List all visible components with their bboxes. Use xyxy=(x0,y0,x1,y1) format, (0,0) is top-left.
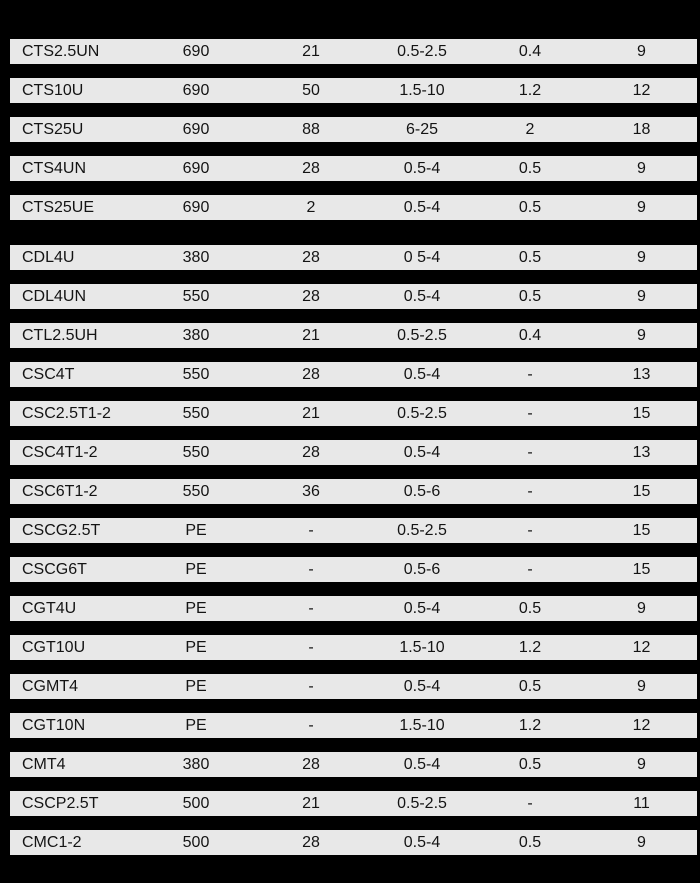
value-cell-5: 11 xyxy=(633,795,650,812)
value-cell-4: 0.5 xyxy=(518,678,542,695)
value-cell-5: 18 xyxy=(632,121,651,138)
spec-table xyxy=(10,39,697,869)
model-cell: CGMT4 xyxy=(22,678,78,695)
value-cell-4: 0.5 xyxy=(518,600,542,617)
range-cell: 1.5-10 xyxy=(399,639,445,656)
value-cell-1: 380 xyxy=(182,249,210,266)
value-cell-5: 9 xyxy=(637,678,646,695)
value-cell-4: 1.2 xyxy=(518,82,542,99)
value-cell-1: 500 xyxy=(182,834,210,851)
table-group xyxy=(10,39,697,220)
value-cell-5: 9 xyxy=(637,600,646,617)
table-row xyxy=(10,791,697,816)
range-cell: 0.5-4 xyxy=(403,600,441,617)
value-cell-4: - xyxy=(527,522,533,539)
model-cell: CTS4UN xyxy=(22,160,87,177)
table-row xyxy=(10,39,697,64)
value-cell-1: 550 xyxy=(182,288,210,305)
value-cell-2: 88 xyxy=(302,121,320,138)
value-cell-2: 21 xyxy=(302,795,320,812)
range-cell: 0.5-4 xyxy=(403,756,441,773)
value-cell-1: 690 xyxy=(182,160,210,177)
range-cell: 0.5-2.5 xyxy=(397,795,447,812)
value-cell-2: 2 xyxy=(306,199,316,216)
range-cell: 0.5-6 xyxy=(403,483,441,500)
model-cell: CMT4 xyxy=(22,756,66,773)
value-cell-5: 15 xyxy=(632,561,651,578)
value-cell-1: 380 xyxy=(182,756,210,773)
range-cell: 0.5-4 xyxy=(403,678,441,695)
model-cell: CDL4UN xyxy=(22,288,87,305)
value-cell-5: 9 xyxy=(637,249,646,266)
value-cell-2: 28 xyxy=(302,834,320,851)
table-group xyxy=(10,245,697,855)
value-cell-4: - xyxy=(527,405,533,422)
value-cell-2: 36 xyxy=(302,483,320,500)
table-row xyxy=(10,117,697,142)
value-cell-4: 1.2 xyxy=(518,639,542,656)
value-cell-2: - xyxy=(308,600,314,617)
model-cell: CTS10U xyxy=(22,82,84,99)
value-cell-2: 21 xyxy=(302,405,320,422)
value-cell-2: - xyxy=(308,717,314,734)
model-cell: CTL2.5UH xyxy=(22,327,98,344)
value-cell-1: PE xyxy=(185,522,207,539)
model-cell: CSCG6T xyxy=(22,561,87,578)
range-cell: 1.5-10 xyxy=(399,82,445,99)
value-cell-4: 0.5 xyxy=(518,249,542,266)
value-cell-2: - xyxy=(308,678,314,695)
range-cell: 0 5-4 xyxy=(403,249,441,266)
value-cell-2: 28 xyxy=(302,249,320,266)
range-cell: 0.5-4 xyxy=(403,199,441,216)
model-cell: CTS25UE xyxy=(22,199,95,216)
value-cell-5: 9 xyxy=(637,834,646,851)
value-cell-1: 500 xyxy=(182,795,210,812)
model-cell: CSC6T1-2 xyxy=(22,483,98,500)
value-cell-1: PE xyxy=(185,600,207,617)
value-cell-4: 0.5 xyxy=(518,834,542,851)
value-cell-2: 28 xyxy=(302,160,320,177)
value-cell-4: 0.5 xyxy=(518,199,542,216)
value-cell-5: 9 xyxy=(637,160,646,177)
table-row xyxy=(10,596,697,621)
value-cell-2: - xyxy=(308,522,314,539)
model-cell: CGT10N xyxy=(22,717,86,734)
value-cell-1: 690 xyxy=(182,43,210,60)
table-row xyxy=(10,245,697,270)
value-cell-5: 15 xyxy=(632,483,651,500)
model-cell: CGT10U xyxy=(22,639,86,656)
model-cell: CSC2.5T1-2 xyxy=(22,405,111,422)
value-cell-1: 690 xyxy=(182,121,210,138)
value-cell-5: 15 xyxy=(632,522,651,539)
value-cell-1: 550 xyxy=(182,444,210,461)
range-cell: 0.5-4 xyxy=(403,366,441,383)
value-cell-1: 690 xyxy=(182,82,210,99)
range-cell: 0.5-4 xyxy=(403,288,441,305)
value-cell-2: 50 xyxy=(302,82,320,99)
value-cell-1: 550 xyxy=(182,483,210,500)
value-cell-5: 9 xyxy=(637,199,646,216)
model-cell: CSCG2.5T xyxy=(22,522,101,539)
value-cell-1: 380 xyxy=(182,327,210,344)
model-cell: CSC4T xyxy=(22,366,75,383)
value-cell-5: 9 xyxy=(637,288,646,305)
table-row xyxy=(10,156,697,181)
value-cell-4: 1.2 xyxy=(518,717,542,734)
value-cell-5: 12 xyxy=(632,717,651,734)
table-row xyxy=(10,635,697,660)
range-cell: 0.5-2.5 xyxy=(397,43,447,60)
value-cell-4: 0.5 xyxy=(518,756,542,773)
table-row xyxy=(10,401,697,426)
value-cell-4: 0.4 xyxy=(518,327,542,344)
range-cell: 0.5-2.5 xyxy=(397,522,447,539)
table-row xyxy=(10,479,697,504)
value-cell-1: 550 xyxy=(182,366,210,383)
range-cell: 0.5-4 xyxy=(403,160,441,177)
table-row xyxy=(10,284,697,309)
value-cell-2: - xyxy=(308,561,314,578)
table-row xyxy=(10,713,697,738)
table-row xyxy=(10,557,697,582)
value-cell-1: 550 xyxy=(182,405,210,422)
range-cell: 0.5-2.5 xyxy=(397,327,447,344)
model-cell: CSC4T1-2 xyxy=(22,444,98,461)
range-cell: 0.5-6 xyxy=(403,561,441,578)
model-cell: CGT4U xyxy=(22,600,77,617)
table-row xyxy=(10,752,697,777)
table-row xyxy=(10,323,697,348)
model-cell: CDL4U xyxy=(22,249,75,266)
model-cell: CSCP2.5T xyxy=(22,795,99,812)
value-cell-2: 28 xyxy=(302,756,320,773)
value-cell-5: 12 xyxy=(632,639,651,656)
value-cell-5: 13 xyxy=(632,366,651,383)
range-cell: 0.5-4 xyxy=(403,444,441,461)
range-cell: 0.5-4 xyxy=(403,834,441,851)
model-cell: CMC1-2 xyxy=(22,834,82,851)
value-cell-1: PE xyxy=(185,561,207,578)
value-cell-4: 2 xyxy=(525,121,535,138)
value-cell-4: 0.4 xyxy=(518,43,542,60)
value-cell-5: 9 xyxy=(637,327,646,344)
value-cell-1: PE xyxy=(185,639,207,656)
value-cell-5: 13 xyxy=(632,444,651,461)
value-cell-4: - xyxy=(527,366,533,383)
range-cell: 0.5-2.5 xyxy=(397,405,447,422)
value-cell-2: 28 xyxy=(302,444,320,461)
value-cell-2: - xyxy=(308,639,314,656)
value-cell-4: 0.5 xyxy=(518,288,542,305)
value-cell-1: PE xyxy=(185,678,207,695)
range-cell: 1.5-10 xyxy=(399,717,445,734)
table-row xyxy=(10,362,697,387)
model-cell: CTS2.5UN xyxy=(22,43,100,60)
range-cell: 6-25 xyxy=(405,121,439,138)
value-cell-2: 28 xyxy=(302,288,320,305)
value-cell-1: PE xyxy=(185,717,207,734)
table-row xyxy=(10,674,697,699)
value-cell-4: - xyxy=(527,795,533,812)
value-cell-4: 0.5 xyxy=(518,160,542,177)
value-cell-1: 690 xyxy=(182,199,210,216)
value-cell-2: 21 xyxy=(302,327,320,344)
value-cell-4: - xyxy=(527,444,533,461)
table-row xyxy=(10,518,697,543)
value-cell-5: 15 xyxy=(632,405,651,422)
table-row xyxy=(10,830,697,855)
value-cell-4: - xyxy=(527,483,533,500)
table-row xyxy=(10,440,697,465)
value-cell-2: 28 xyxy=(302,366,320,383)
value-cell-4: - xyxy=(527,561,533,578)
value-cell-5: 9 xyxy=(637,43,646,60)
model-cell: CTS25U xyxy=(22,121,84,138)
value-cell-2: 21 xyxy=(302,43,320,60)
table-row xyxy=(10,195,697,220)
value-cell-5: 9 xyxy=(637,756,646,773)
value-cell-5: 12 xyxy=(632,82,651,99)
table-row xyxy=(10,78,697,103)
